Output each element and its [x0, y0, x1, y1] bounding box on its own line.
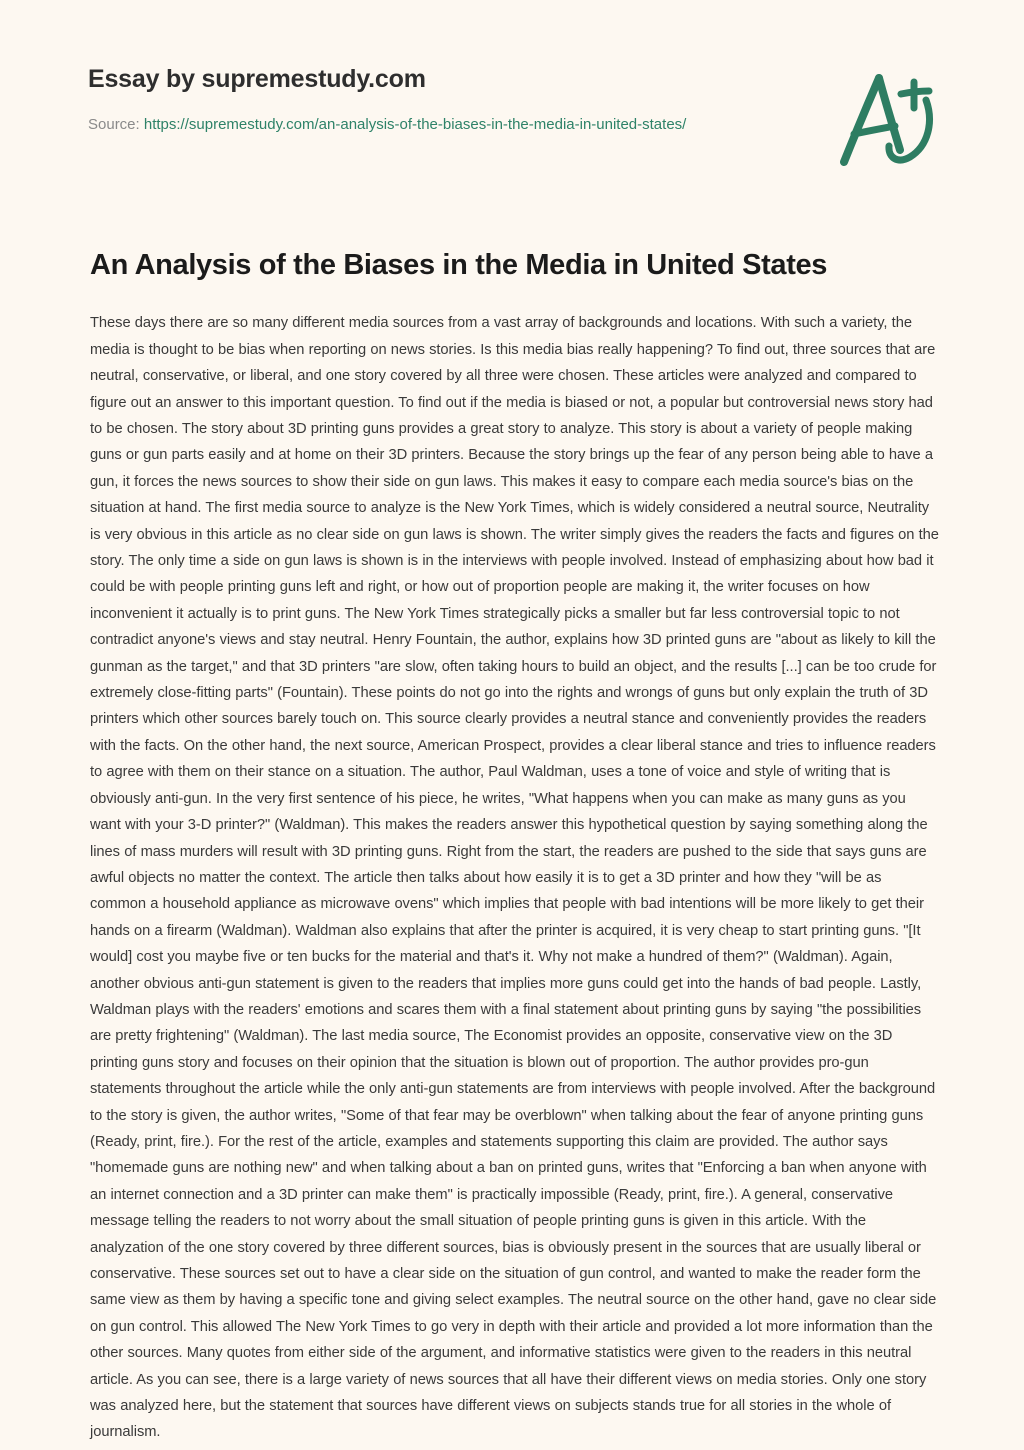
essay-body-text: These days there are so many different media sources from a vast array of backgrounds and locations. With such a variety, the media is thought to be bias when reporting on news stories. Is this media bias really happening? To find out, three sources that are neutral, conservative, or liberal, and one story covered by all three were chosen. These articles were analyzed and compared to figure out an answer to this important question. To find out if the media is biased or not, a popular but controversial news story had to be chosen. The story about 3D printing guns provides a great story to analyze. This story is about a variety of people making guns or gun parts easily and at home on their 3D printers. Because the story brings up the fear of any person being able to have a gun, it forces the news sources to show their side on gun laws. This makes it easy to compare each media source's bias on the situation at hand. The first media source to analyze is the New York Times, which is widely considered a neutral source, Neutrality is very obvious in this article as no clear side on gun laws is shown. The writer simply gives the readers the facts and figures on the story. The only time a side on gun laws is shown is in the interviews with people involved. Instead of emphasizing about how bad it could be with people printing guns left and right, or how out of proportion people are making it, the writer focuses on how inconvenient it actually is to print guns. The New York Times strategically picks a smaller but far less controversial topic to not contradict anyone's views and stay neutral. Henry Fountain, the author, explains how 3D printed guns are "about as likely to kill the gunman as the target," and that 3D printers "are slow, often taking hours to build an object, and the results [...] can be too crude for extremely close-fitting parts" (Fountain). These points do not go into the rights and wrongs of guns but only explain the truth of 3D printers which other sources barely touch on. This source clearly provides a neutral stance and conveniently provides the readers with the facts. On the other hand, the next source, American Prospect, provides a clear liberal stance and tries to influence readers to agree with them on their stance on a situation. The author, Paul Waldman, uses a tone of voice and style of writing that is obviously anti-gun. In the very first sentence of his piece, he writes, "What happens when you can make as many guns as you want with your 3-D printer?" (Waldman). This makes the readers answer this hypothetical question by saying something along the lines of mass murders will result with 3D printing guns. Right from the start, the readers are pushed to the side that says guns are awful objects no matter the context. The article then talks about how easily it is to get a 3D printer and how they "will be as common a household appliance as microwave ovens" which implies that people with bad intentions will be more likely to get their hands on a firearm (Waldman). Waldman also explains that after the printer is acquired, it is very cheap to start printing guns. "[It would] cost you maybe five or ten bucks for the material and that's it. Why not make a hundred of them?" (Waldman). Again, another obvious anti-gun statement is given to the readers that implies more guns could get into the hands of bad people. Lastly, Waldman plays with the readers' emotions and scares them with a final statement about printing guns by saying "the possibilities are pretty frightening" (Waldman). The last media source, The Economist provides an opposite, conservative view on the 3D printing guns story and focuses on their opinion that the situation is blown out of proportion. The author provides pro-gun statements throughout the article while the only anti-gun statements are from interviews with people involved. After the background to the story is given, the author writes, "Some of that fear may be overblown" when talking about the fear of anyone printing guns (Ready, print, fire.). For the rest of the article, examples and statements supporting this claim are provided. The author says "homemade guns are nothing new" and when talking about a ban on printed guns, writes that "Enforcing a ban when anyone with an internet connection and a 3D printer can make them" is practically impossible (Ready, print, fire.). A general, conservative message telling the readers to not worry about the small situation of people printing guns is given in this article. With the analyzation of the one story covered by three different sources, bias is obviously present in the sources that are usually liberal or conservative. These sources set out to have a clear side on the situation of gun control, and wanted to make the reader form the same view as them by having a specific tone and giving select examples. The neutral source on the other hand, gave no clear side on gun control. This allowed The New York Times to go very in depth with their article and provided a lot more information than the other sources. Many quotes from either side of the argument, and informative statistics were given to the readers in this neutral article. As you can see, there is a large variety of news sources that all have their different views on media stories. Only one story was analyzed here, but the statement that sources have different views on subjects stands true for all stories in the whole of journalism.	[90, 315, 939, 1441]
a-plus-logo-icon	[832, 64, 942, 172]
essay-main	[0, 200, 1024, 1446]
page-title: An Analysis of the Biases in the Media in United States	[90, 249, 828, 281]
brand-title: Essay by supremestudy.com	[88, 65, 426, 93]
source-line	[88, 115, 936, 135]
a-plus-logo[interactable]	[832, 64, 942, 172]
source-url-link[interactable]: https://supremestudy.com/an-analysis-of-the-biases-in-the-media-in-united-states/	[143, 116, 687, 133]
source-label: Source:	[88, 116, 140, 133]
